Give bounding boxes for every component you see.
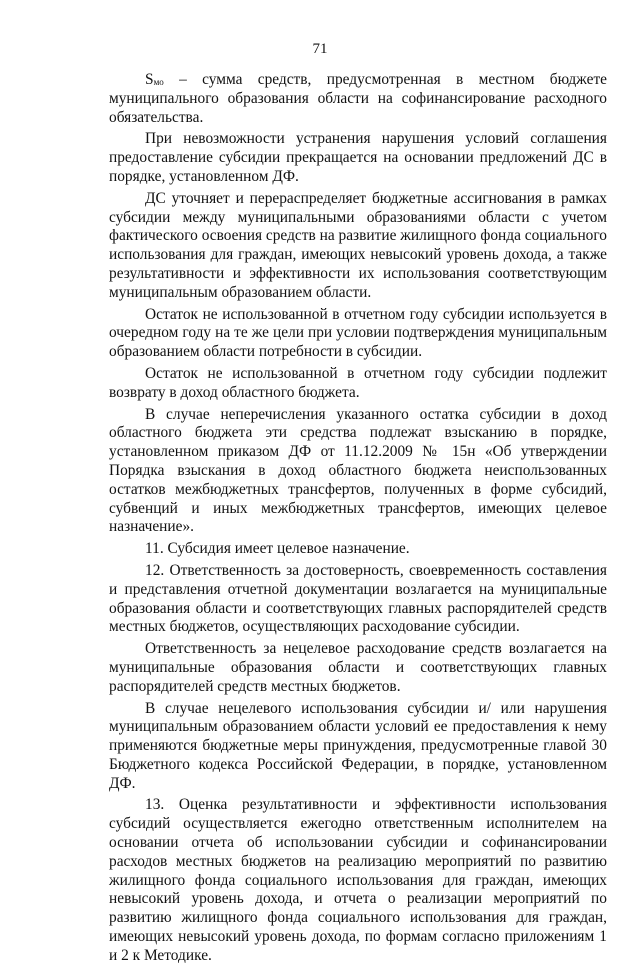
- formula-symbol-subscript: мо: [153, 77, 164, 87]
- paragraph: В случае нецелевого использования субсидии и/ или нарушения муниципальным образованием области условий ее предоставления к нему применяются бюджетные меры принуждения, предусмотренные главой 30 Бюджетного кодекса Российской Федерации, в порядке, установленном ДФ.: [109, 699, 607, 792]
- paragraph: В случае неперечисления указанного остатка субсидии в доход областного бюджета эти средства подлежат взысканию в порядке, установленном приказом ДФ от 11.12.2009 № 15н «Об утверждении Порядка взыскания в доход областного бюджета неиспользованных остатков межбюджетных трансфертов, полученных в форме субсидий, субвенций и иных межбюджетных трансфертов, имеющих целевое назначение».: [109, 405, 607, 536]
- paragraph: Остаток не использованной в отчетном году субсидии используется в очередном году на те же цели при условии подтверждения муниципальным образованием области потребности в субсидии.: [109, 305, 607, 361]
- page-number: 71: [312, 41, 328, 57]
- paragraph: При невозможности устранения нарушения условий соглашения предоставление субсидии прекращается на основании предложений ДС в порядке, установленном ДФ.: [109, 130, 607, 185]
- formula-definition-text: – сумма средств, предусмотренная в местном бюджете муниципального образования области на софинансирование расходного обязательства.: [109, 71, 607, 126]
- paragraph: Ответственность за нецелевое расходование средств возлагается на муниципальные образования области и соответствующих главных распорядителей средств местных бюджетов.: [109, 640, 607, 695]
- body-text: [109, 71, 607, 969]
- formula-symbol: [145, 71, 164, 88]
- paragraph: 12. Ответственность за достоверность, своевременность составления и представления отчетной документации возлагается на муниципальные образования области и соответствующих главных распорядителей средств местных бюджетов, осуществляющих расходование субсидии.: [109, 561, 607, 636]
- paragraph: 13. Оценка результативности и эффективности использования субсидий осуществляется ежегодно ответственным исполнителем на основании отчета об использовании субсидии и софинансировании расходов местных бюджетов на реализацию мероприятий по развитию жилищного фонда социального использования для граждан, имеющих невысокий уровень дохода, и отчета о реализации мероприятий по развитию жилищного фонда социального использования для граждан, имеющих невысокий уровень дохода, по формам согласно приложениям 1 и 2 к Методике.: [109, 796, 607, 964]
- paragraph: Остаток не использованной в отчетном году субсидии подлежит возврату в доход областного бюджета.: [109, 364, 607, 401]
- paragraph: 11. Субсидия имеет целевое назначение.: [145, 540, 410, 558]
- formula-symbol-letter: S: [145, 71, 154, 88]
- paragraph-formula-definition: [109, 71, 607, 127]
- paragraph: ДС уточняет и перераспределяет бюджетные ассигнования в рамках субсидии между муниципальными образованиями области с учетом фактического освоения средств на развитие жилищного фонда социального использования для граждан, имеющих невысокий уровень дохода, а также результативности и эффективности их использования соответствующим муниципальным образованием области.: [109, 189, 607, 301]
